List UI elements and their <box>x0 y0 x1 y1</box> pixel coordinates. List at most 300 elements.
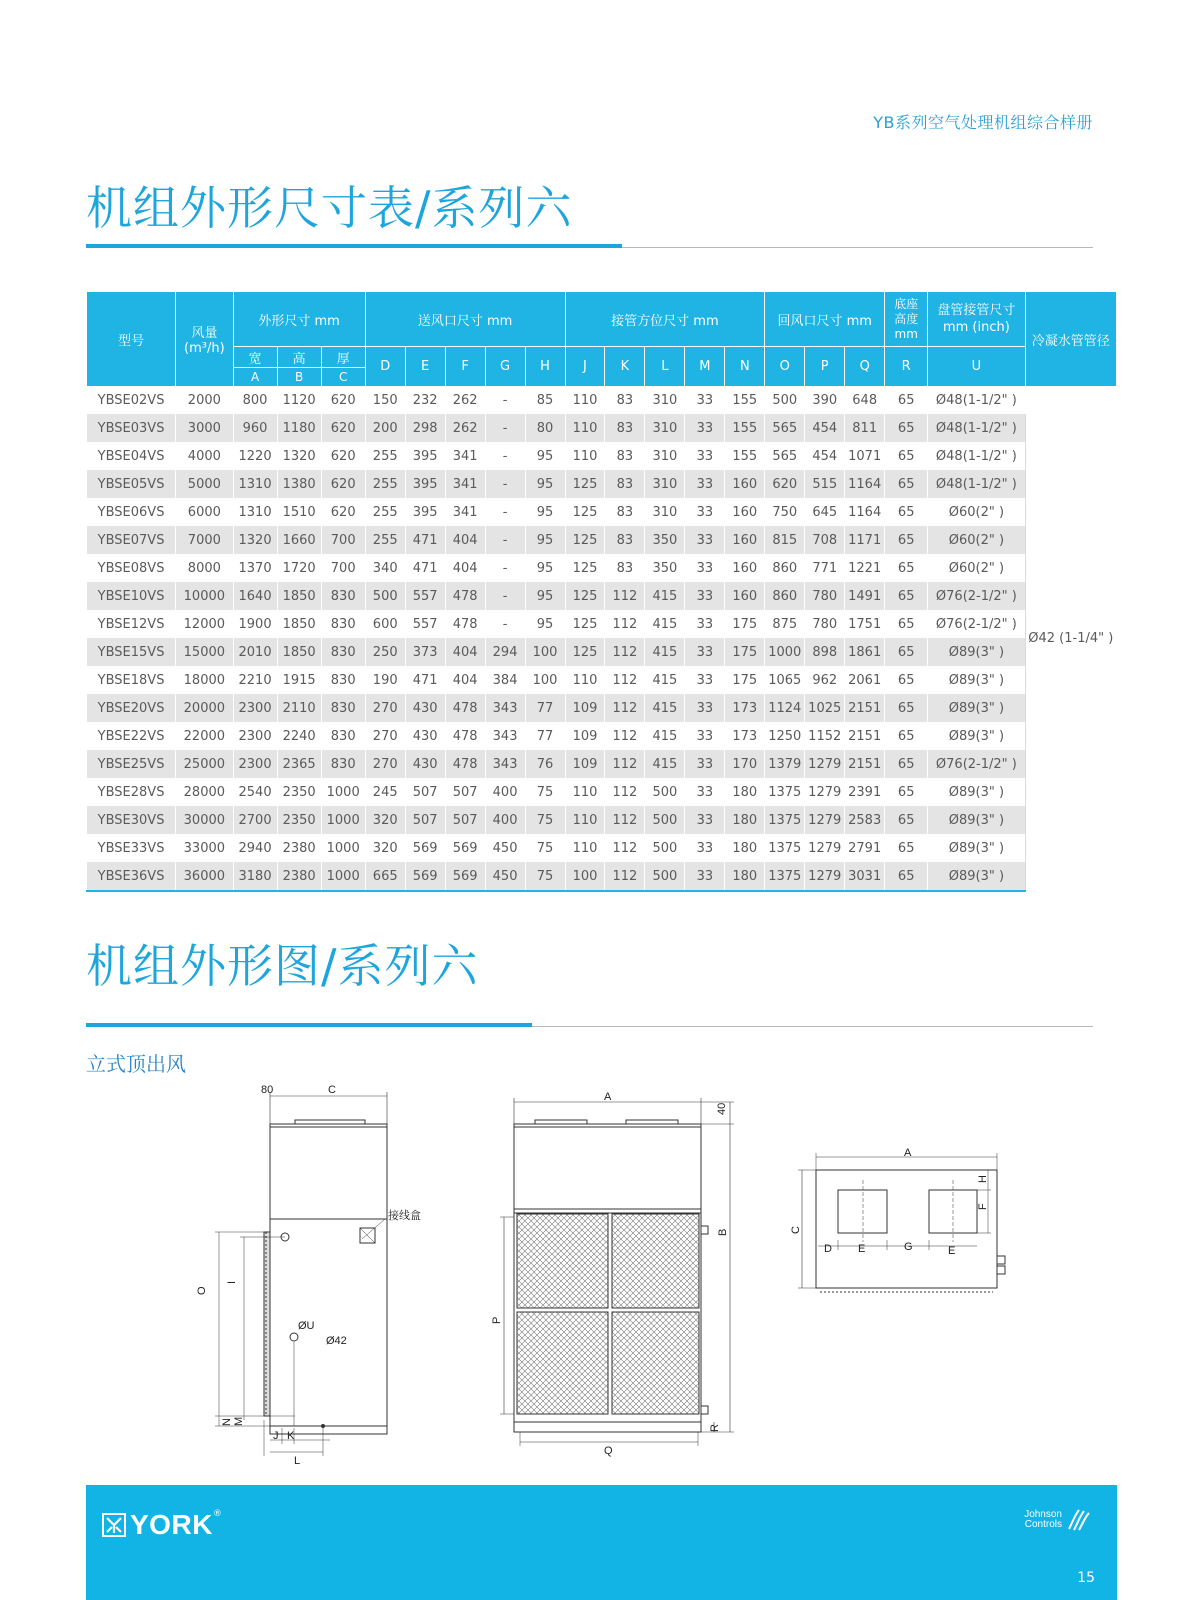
table-cell: 2300 <box>233 694 277 722</box>
side-label-K: K <box>287 1430 295 1442</box>
top-label-C: C <box>790 1226 802 1234</box>
front-label-40: 40 <box>716 1102 728 1115</box>
table-cell: 95 <box>525 442 565 470</box>
table-cell: 1164 <box>845 470 885 498</box>
table-cell: 33 <box>685 638 725 666</box>
table-cell: 5000 <box>176 470 233 498</box>
drawing-caption: 立式顶出风 <box>86 1052 186 1076</box>
table-cell: 160 <box>725 470 765 498</box>
table-cell: 600 <box>365 610 405 638</box>
table-cell: 400 <box>485 806 525 834</box>
header-condensate: 冷凝水管管径 <box>1025 292 1116 386</box>
table-cell: 340 <box>365 554 405 582</box>
table-cell: 478 <box>445 582 485 610</box>
table-cell: 350 <box>645 554 685 582</box>
table-cell: 160 <box>725 582 765 610</box>
table-cell: 565 <box>765 442 805 470</box>
table-cell: 76 <box>525 750 565 778</box>
table-cell: 33 <box>685 470 725 498</box>
side-label-U: ØU <box>298 1320 315 1332</box>
table-cell: 1915 <box>277 666 321 694</box>
table-cell: 100 <box>565 862 605 891</box>
title2-underline-accent <box>86 1023 532 1027</box>
table-cell: 1279 <box>805 834 845 862</box>
table-cell: 33000 <box>176 834 233 862</box>
table-cell: Ø48(1-1/2" ) <box>928 386 1025 414</box>
table-cell: 112 <box>605 806 645 834</box>
table-cell: 898 <box>805 638 845 666</box>
table-cell: 160 <box>725 554 765 582</box>
table-cell: 33 <box>685 806 725 834</box>
header-J: J <box>565 347 605 387</box>
table-cell: 860 <box>765 582 805 610</box>
table-cell: 341 <box>445 442 485 470</box>
table-cell: 65 <box>885 750 928 778</box>
table-cell: 160 <box>725 498 765 526</box>
header-model: 型号 <box>87 292 176 386</box>
header-O: O <box>765 347 805 387</box>
table-cell: 454 <box>805 442 845 470</box>
table-cell: 33 <box>685 526 725 554</box>
table-cell: 507 <box>405 806 445 834</box>
table-cell: 780 <box>805 610 845 638</box>
table-cell: Ø48(1-1/2" ) <box>928 470 1025 498</box>
side-view <box>215 1092 387 1456</box>
table-cell: 1279 <box>805 778 845 806</box>
section-title-outline-drawing: 机组外形图/系列六 <box>86 939 479 993</box>
header-F: F <box>445 347 485 387</box>
table-cell: 12000 <box>176 610 233 638</box>
table-row <box>87 862 1117 891</box>
table-cell: 430 <box>405 694 445 722</box>
table-cell: 33 <box>685 386 725 414</box>
table-cell: 95 <box>525 526 565 554</box>
table-cell: 1221 <box>845 554 885 582</box>
header-base: 底座 高度 mm <box>885 292 928 347</box>
table-cell: 80 <box>525 414 565 442</box>
table-cell: - <box>485 610 525 638</box>
table-cell: 415 <box>645 638 685 666</box>
table-cell: 2380 <box>277 834 321 862</box>
side-label-J: J <box>273 1430 279 1442</box>
table-cell: 1900 <box>233 610 277 638</box>
table-cell: 1850 <box>277 610 321 638</box>
table-cell: 830 <box>321 722 365 750</box>
table-cell: 2151 <box>845 722 885 750</box>
top-label-H: H <box>977 1175 989 1183</box>
front-label-B: B <box>717 1228 729 1236</box>
table-cell: 310 <box>645 442 685 470</box>
table-cell: 1124 <box>765 694 805 722</box>
table-cell: - <box>485 582 525 610</box>
cell-model: YBSE36VS <box>87 862 176 891</box>
table-cell: 112 <box>605 610 645 638</box>
table-cell: 645 <box>805 498 845 526</box>
table-cell: Ø76(2-1/2" ) <box>928 750 1025 778</box>
table-cell: 500 <box>645 834 685 862</box>
header-return: 回风口尺寸 mm <box>765 292 885 347</box>
table-cell: 7000 <box>176 526 233 554</box>
table-cell: 65 <box>885 470 928 498</box>
table-cell: 262 <box>445 386 485 414</box>
table-cell: 65 <box>885 638 928 666</box>
table-row <box>87 722 1117 750</box>
table-cell: 83 <box>605 554 645 582</box>
table-cell: 320 <box>365 806 405 834</box>
york-wordmark: YORK <box>130 1509 213 1540</box>
table-cell: 1279 <box>805 862 845 891</box>
header-Q: Q <box>845 347 885 387</box>
table-cell: 112 <box>605 694 645 722</box>
table-cell: 310 <box>645 414 685 442</box>
table-cell: - <box>485 554 525 582</box>
table-cell: 112 <box>605 638 645 666</box>
table-cell: 110 <box>565 386 605 414</box>
table-row <box>87 470 1117 498</box>
table-cell: 478 <box>445 610 485 638</box>
table-cell: 110 <box>565 666 605 694</box>
table-cell: 415 <box>645 722 685 750</box>
table-cell: 112 <box>605 862 645 891</box>
table-cell: 250 <box>365 638 405 666</box>
table-cell: 15000 <box>176 638 233 666</box>
table-cell: 22000 <box>176 722 233 750</box>
table-cell: Ø89(3" ) <box>928 638 1025 666</box>
table-cell: 75 <box>525 862 565 891</box>
table-body <box>87 386 1117 891</box>
table-cell: Ø89(3" ) <box>928 834 1025 862</box>
table-cell: 25000 <box>176 750 233 778</box>
side-label-L: L <box>294 1455 301 1467</box>
table-cell: 478 <box>445 722 485 750</box>
table-cell: 1000 <box>321 862 365 891</box>
table-cell: 125 <box>565 498 605 526</box>
table-cell: 569 <box>405 834 445 862</box>
table-cell: Ø60(2" ) <box>928 498 1025 526</box>
table-cell: 454 <box>805 414 845 442</box>
table-cell: 65 <box>885 862 928 891</box>
table-cell: 500 <box>365 582 405 610</box>
table-cell: 2061 <box>845 666 885 694</box>
table-cell: 255 <box>365 498 405 526</box>
table-row <box>87 414 1117 442</box>
table-row <box>87 750 1117 778</box>
table-cell: 112 <box>605 778 645 806</box>
table-cell: 430 <box>405 750 445 778</box>
header-coil: 盘管接管尺寸 mm (inch) <box>928 292 1025 347</box>
outline-drawings <box>0 1080 1199 1480</box>
table-cell: 390 <box>805 386 845 414</box>
table-cell: 112 <box>605 834 645 862</box>
table-cell: 1120 <box>277 386 321 414</box>
table-cell: 109 <box>565 694 605 722</box>
table-cell: 1491 <box>845 582 885 610</box>
cell-model: YBSE25VS <box>87 750 176 778</box>
table-cell: 175 <box>725 666 765 694</box>
table-cell: 200 <box>365 414 405 442</box>
cell-model: YBSE05VS <box>87 470 176 498</box>
table-cell: 384 <box>485 666 525 694</box>
table-cell: 708 <box>805 526 845 554</box>
table-cell: 160 <box>725 526 765 554</box>
table-cell: 620 <box>321 414 365 442</box>
table-cell: 33 <box>685 722 725 750</box>
table-cell: 30000 <box>176 806 233 834</box>
table-cell: 1025 <box>805 694 845 722</box>
table-cell: 780 <box>805 582 845 610</box>
table-cell: 112 <box>605 666 645 694</box>
cell-condensate-pipe: Ø42 (1-1/4" ) <box>1025 386 1116 891</box>
table-cell: 65 <box>885 778 928 806</box>
table-cell: 1379 <box>765 750 805 778</box>
footer-bar <box>86 1485 1117 1600</box>
table-cell: 95 <box>525 610 565 638</box>
table-cell: Ø60(2" ) <box>928 526 1025 554</box>
table-cell: 507 <box>405 778 445 806</box>
table-cell: - <box>485 470 525 498</box>
table-cell: 1380 <box>277 470 321 498</box>
cell-model: YBSE04VS <box>87 442 176 470</box>
side-label-d42: Ø42 <box>326 1335 347 1347</box>
table-cell: 125 <box>565 582 605 610</box>
table-cell: 180 <box>725 834 765 862</box>
cell-model: YBSE30VS <box>87 806 176 834</box>
table-cell: 404 <box>445 638 485 666</box>
side-label-O: O <box>196 1286 208 1295</box>
header-airflow <box>176 292 233 386</box>
table-cell: 65 <box>885 526 928 554</box>
table-cell: 3000 <box>176 414 233 442</box>
table-cell: 77 <box>525 694 565 722</box>
table-cell: 1850 <box>277 582 321 610</box>
table-cell: 65 <box>885 554 928 582</box>
table-cell: 1640 <box>233 582 277 610</box>
table-cell: 2791 <box>845 834 885 862</box>
table-cell: 2700 <box>233 806 277 834</box>
table-cell: 1375 <box>765 862 805 891</box>
header-D: D <box>365 347 405 387</box>
table-cell: - <box>485 386 525 414</box>
header-width: 宽 <box>233 347 277 368</box>
cell-model: YBSE06VS <box>87 498 176 526</box>
table-cell: 404 <box>445 554 485 582</box>
table-cell: 811 <box>845 414 885 442</box>
table-row <box>87 386 1117 414</box>
table-cell: 415 <box>645 750 685 778</box>
table-cell: 830 <box>321 638 365 666</box>
table-cell: 173 <box>725 694 765 722</box>
table-cell: 65 <box>885 386 928 414</box>
table-cell: 83 <box>605 414 645 442</box>
table-cell: 620 <box>321 442 365 470</box>
table-cell: - <box>485 442 525 470</box>
table-cell: 83 <box>605 498 645 526</box>
table-cell: 100 <box>525 638 565 666</box>
table-cell: 1000 <box>321 806 365 834</box>
table-cell: 471 <box>405 554 445 582</box>
table-cell: 450 <box>485 834 525 862</box>
table-cell: 2210 <box>233 666 277 694</box>
table-cell: 2151 <box>845 694 885 722</box>
front-label-Q: Q <box>604 1445 613 1457</box>
table-cell: - <box>485 498 525 526</box>
table-cell: 33 <box>685 666 725 694</box>
table-cell: 3031 <box>845 862 885 891</box>
table-cell: 478 <box>445 750 485 778</box>
table-cell: 28000 <box>176 778 233 806</box>
table-cell: 960 <box>233 414 277 442</box>
table-cell: 65 <box>885 694 928 722</box>
header-E: E <box>405 347 445 387</box>
table-row <box>87 582 1117 610</box>
table-cell: 110 <box>565 778 605 806</box>
header-H: H <box>525 347 565 387</box>
side-label-I: I <box>226 1280 238 1284</box>
table-cell: 1220 <box>233 442 277 470</box>
table-cell: 415 <box>645 666 685 694</box>
table-cell: Ø76(2-1/2" ) <box>928 582 1025 610</box>
side-label-80: 80 <box>261 1084 274 1096</box>
jc-swirl-icon <box>1065 1507 1091 1533</box>
table-cell: 1065 <box>765 666 805 694</box>
table-cell: 4000 <box>176 442 233 470</box>
table-cell: 110 <box>565 442 605 470</box>
cell-model: YBSE15VS <box>87 638 176 666</box>
table-row <box>87 442 1117 470</box>
section-title-dimension-table: 机组外形尺寸表/系列六 <box>86 181 573 235</box>
table-cell: 173 <box>725 722 765 750</box>
table-cell: 500 <box>645 862 685 891</box>
table-cell: 478 <box>445 694 485 722</box>
top-label-F: F <box>977 1203 989 1210</box>
table-cell: 155 <box>725 414 765 442</box>
table-cell: 557 <box>405 582 445 610</box>
table-cell: 415 <box>645 610 685 638</box>
table-cell: 33 <box>685 750 725 778</box>
table-row <box>87 554 1117 582</box>
table-cell: 112 <box>605 722 645 750</box>
table-cell: 507 <box>445 778 485 806</box>
side-label-N: N <box>221 1418 233 1426</box>
table-row <box>87 694 1117 722</box>
table-cell: 83 <box>605 442 645 470</box>
table-cell: 255 <box>365 470 405 498</box>
header-A: A <box>233 368 277 387</box>
cell-model: YBSE03VS <box>87 414 176 442</box>
table-cell: 815 <box>765 526 805 554</box>
table-cell: 2391 <box>845 778 885 806</box>
table-cell: 830 <box>321 666 365 694</box>
table-cell: 33 <box>685 414 725 442</box>
header-U: U <box>928 347 1025 387</box>
table-cell: 875 <box>765 610 805 638</box>
table-cell: Ø89(3" ) <box>928 862 1025 891</box>
title-underline-accent <box>86 244 622 248</box>
table-cell: 33 <box>685 862 725 891</box>
table-cell: 109 <box>565 722 605 750</box>
table-cell: 75 <box>525 834 565 862</box>
table-cell: 36000 <box>176 862 233 891</box>
table-cell: 112 <box>605 582 645 610</box>
side-label-box: 接线盒 <box>388 1210 421 1222</box>
table-cell: Ø60(2" ) <box>928 554 1025 582</box>
table-cell: 1152 <box>805 722 845 750</box>
table-cell: 620 <box>321 498 365 526</box>
table-cell: 569 <box>445 862 485 891</box>
front-label-R: R <box>709 1424 721 1432</box>
table-row <box>87 666 1117 694</box>
table-cell: 700 <box>321 526 365 554</box>
table-cell: 310 <box>645 498 685 526</box>
table-cell: 1171 <box>845 526 885 554</box>
table-cell: 1279 <box>805 750 845 778</box>
table-row <box>87 526 1117 554</box>
table-cell: 65 <box>885 834 928 862</box>
table-cell: 2350 <box>277 806 321 834</box>
header-N: N <box>725 347 765 387</box>
table-cell: 270 <box>365 750 405 778</box>
table-cell: Ø76(2-1/2" ) <box>928 610 1025 638</box>
cell-model: YBSE18VS <box>87 666 176 694</box>
table-cell: 1164 <box>845 498 885 526</box>
front-label-A: A <box>604 1091 612 1103</box>
table-cell: 2010 <box>233 638 277 666</box>
table-cell: 800 <box>233 386 277 414</box>
table-cell: 270 <box>365 722 405 750</box>
table-cell: 77 <box>525 722 565 750</box>
table-cell: 395 <box>405 442 445 470</box>
table-cell: 1320 <box>233 526 277 554</box>
table-cell: 400 <box>485 778 525 806</box>
table-cell: 1320 <box>277 442 321 470</box>
table-cell: 180 <box>725 862 765 891</box>
top-label-A: A <box>904 1147 912 1159</box>
table-cell: 33 <box>685 554 725 582</box>
header-C: C <box>321 368 365 387</box>
table-cell: 6000 <box>176 498 233 526</box>
table-cell: 415 <box>645 694 685 722</box>
table-cell: 1850 <box>277 638 321 666</box>
table-row <box>87 834 1117 862</box>
table-cell: 8000 <box>176 554 233 582</box>
table-cell: Ø48(1-1/2" ) <box>928 442 1025 470</box>
table-row <box>87 610 1117 638</box>
table-cell: 450 <box>485 862 525 891</box>
table-cell: 830 <box>321 694 365 722</box>
table-cell: 395 <box>405 498 445 526</box>
table-cell: 1250 <box>765 722 805 750</box>
table-cell: 1375 <box>765 778 805 806</box>
johnson-controls-logo <box>1024 1507 1091 1533</box>
table-cell: 18000 <box>176 666 233 694</box>
table-cell: 255 <box>365 526 405 554</box>
table-cell: 830 <box>321 610 365 638</box>
table-cell: 2380 <box>277 862 321 891</box>
table-cell: 109 <box>565 750 605 778</box>
table-cell: - <box>485 526 525 554</box>
table-cell: 1861 <box>845 638 885 666</box>
table-cell: 85 <box>525 386 565 414</box>
table-cell: 1751 <box>845 610 885 638</box>
table-cell: 125 <box>565 610 605 638</box>
jc-line-1: Johnson <box>1024 1509 1062 1520</box>
header-G: G <box>485 347 525 387</box>
table-cell: 565 <box>765 414 805 442</box>
table-cell: 112 <box>605 750 645 778</box>
table-cell: 1720 <box>277 554 321 582</box>
table-cell: 1000 <box>321 778 365 806</box>
table-cell: 2300 <box>233 750 277 778</box>
